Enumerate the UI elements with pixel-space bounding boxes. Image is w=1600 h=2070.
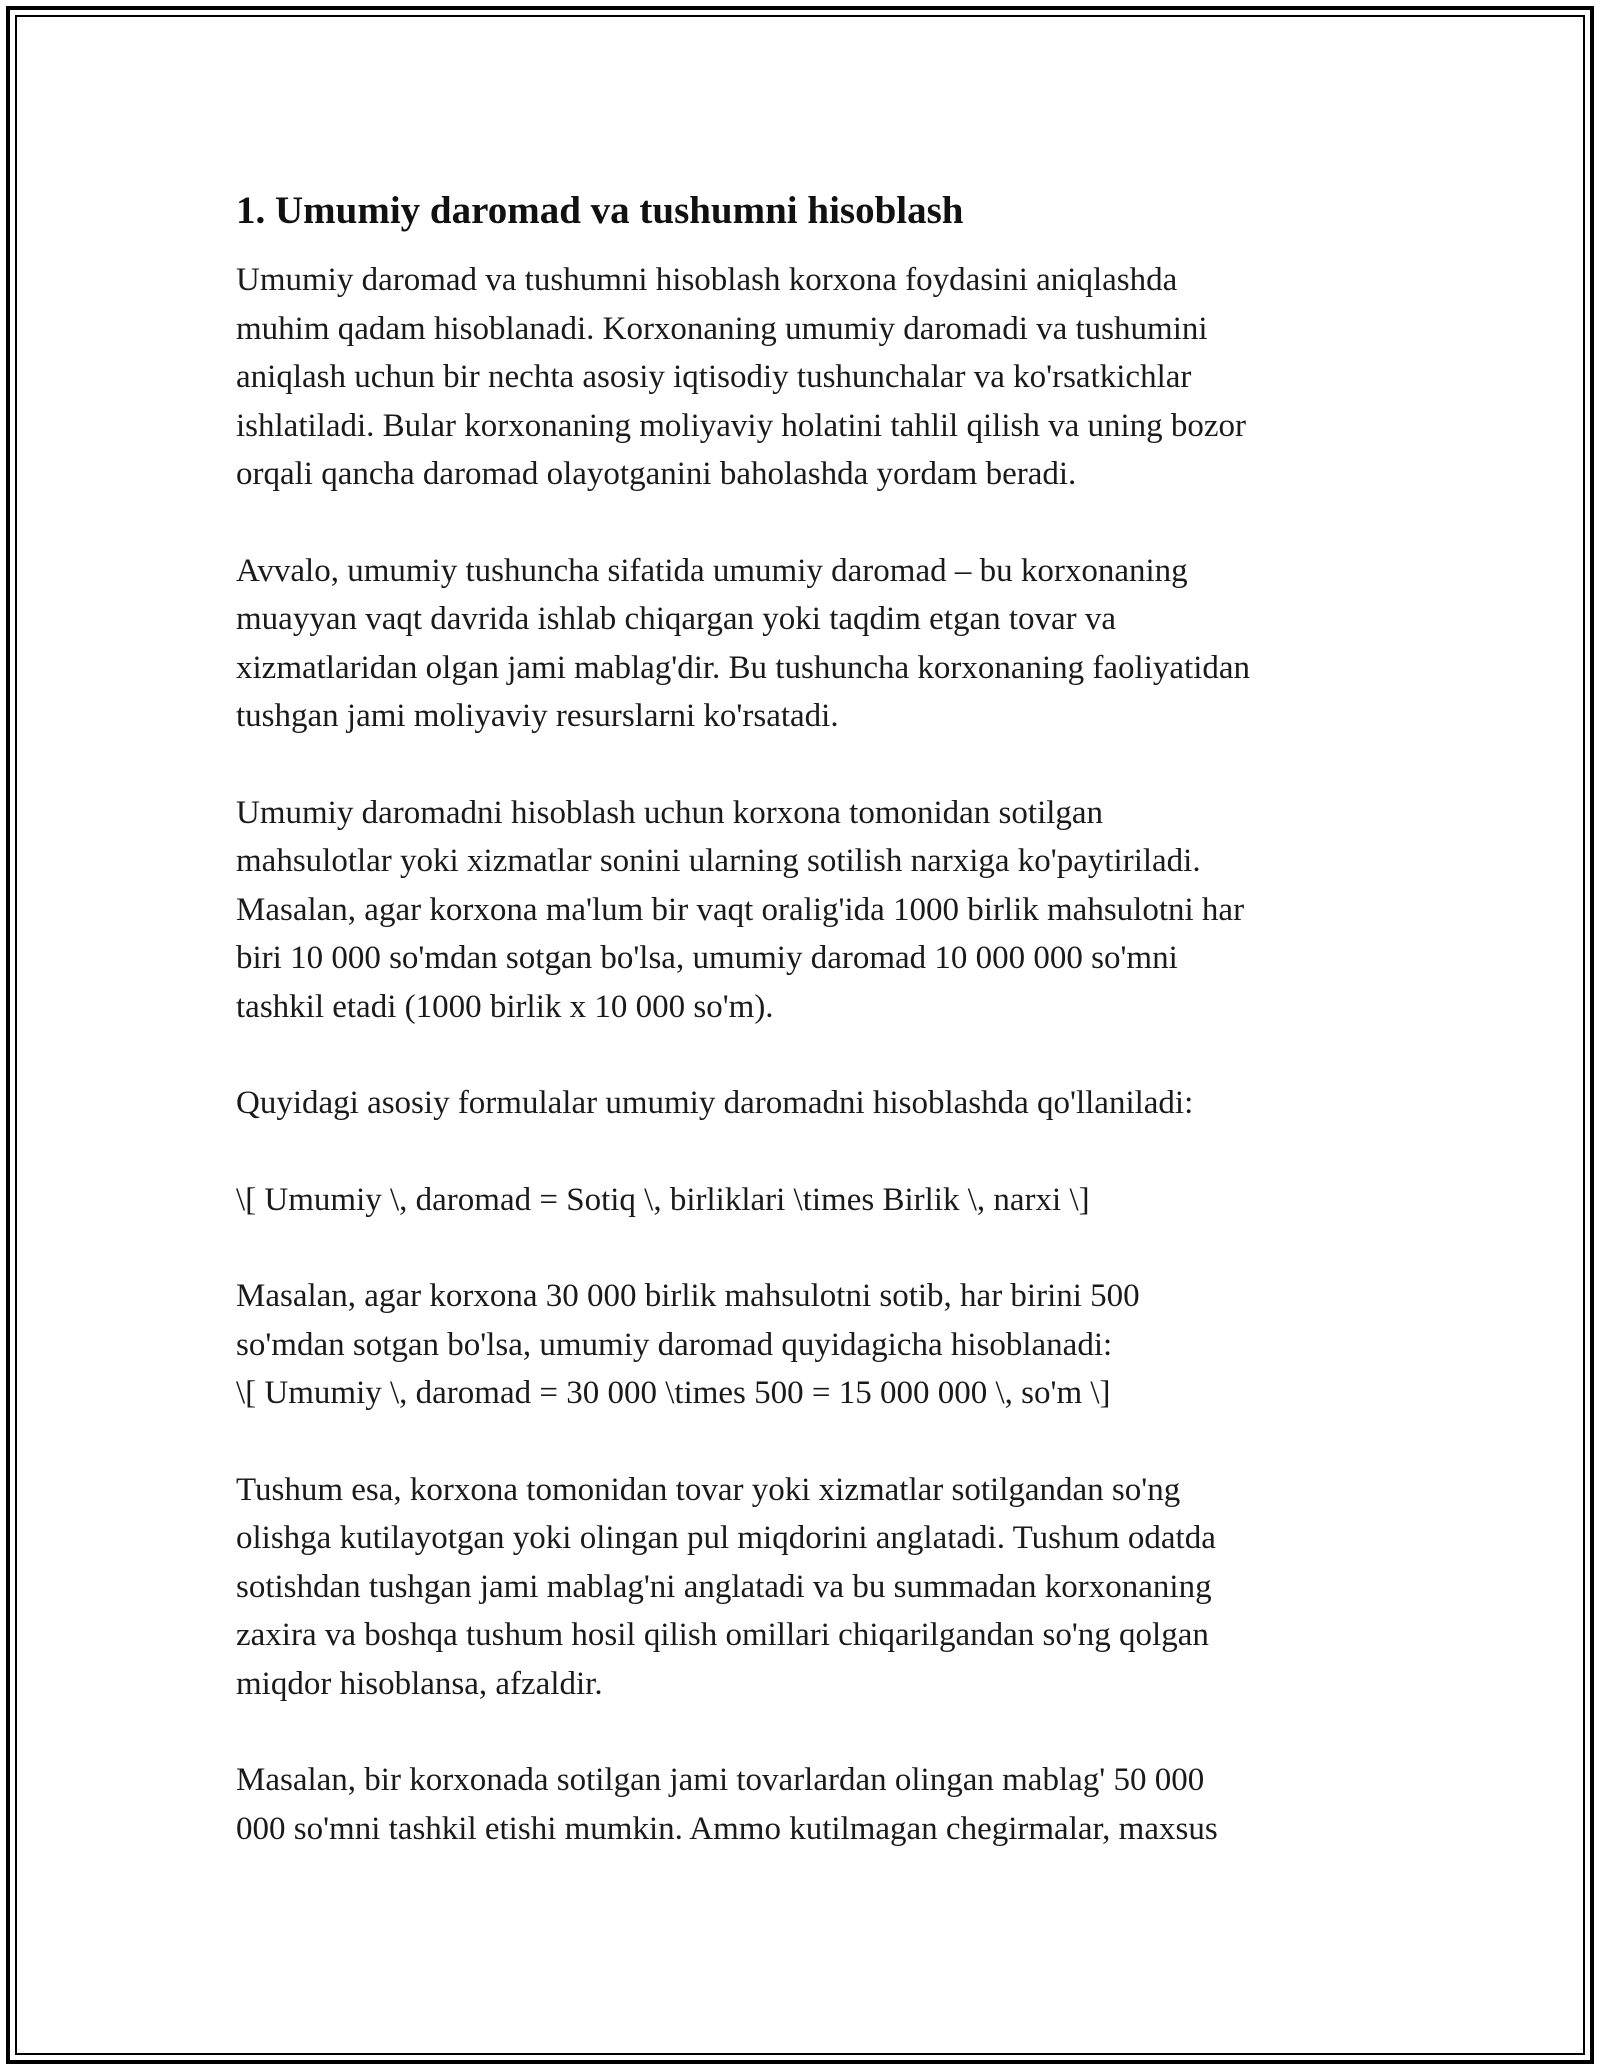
paragraph-line: aniqlash uchun bir nechta asosiy iqtisodiy tushunchalar va ko'rsatkichlar xyxy=(236,359,1192,395)
paragraph-list xyxy=(236,256,1376,1853)
paragraph-line: Umumiy daromadni hisoblash uchun korxona tomonidan sotilgan xyxy=(236,794,1104,831)
paragraph xyxy=(236,547,1376,741)
paragraph-line: Masalan, bir korxonada sotilgan jami tovarlardan olingan mablag' 50 000 xyxy=(236,1762,1205,1798)
paragraph xyxy=(236,1466,1376,1709)
paragraph-line: Umumiy daromad va tushumni hisoblash korxona foydasini aniqlashda xyxy=(236,262,1178,298)
paragraph-line: Avvalo, umumiy tushuncha sifatida umumiy daromad – bu korxonaning xyxy=(236,552,1188,589)
paragraph-line: xizmatlaridan olgan jami mablag'dir. Bu tushuncha korxonaning faoliyatidan xyxy=(236,649,1251,686)
paragraph xyxy=(236,789,1376,1032)
paragraph-line: Masalan, agar korxona ma'lum bir vaqt oralig'ida 1000 birlik mahsulotni har xyxy=(236,891,1245,928)
paragraph xyxy=(236,1079,1376,1128)
paragraph-line: ishlatiladi. Bular korxonaning moliyaviy holatini tahlil qilish va uning bozor xyxy=(236,407,1247,444)
paragraph-line: Masalan, agar korxona 30 000 birlik mahsulotni sotib, har birini 500 xyxy=(236,1278,1140,1314)
paragraph xyxy=(236,1272,1376,1418)
paragraph-line: orqali qancha daromad olayotganini baholashda yordam beradi. xyxy=(236,456,1077,492)
document-body xyxy=(236,186,1376,1901)
paragraph-line: zaxira va boshqa tushum hosil qilish omillari chiqarilgandan so'ng qolgan xyxy=(236,1617,1209,1653)
paragraph xyxy=(236,256,1376,499)
paragraph-line: biri 10 000 so'mdan sotgan bo'lsa, umumiy daromad 10 000 000 so'mni xyxy=(236,940,1178,976)
paragraph xyxy=(236,1176,1376,1225)
paragraph-line: miqdor hisoblansa, afzaldir. xyxy=(236,1665,603,1702)
paragraph-line: Tushum esa, korxona tomonidan tovar yoki xizmatlar sotilgandan so'ng xyxy=(236,1471,1181,1508)
section-heading: 1. Umumiy daromad va tushumni hisoblash xyxy=(236,189,964,232)
paragraph-line: tashkil etadi (1000 birlik x 10 000 so'm). xyxy=(236,988,774,1025)
paragraph-line: sotishdan tushgan jami mablag'ni anglatadi va bu summadan korxonaning xyxy=(236,1568,1212,1605)
paragraph-line: muhim qadam hisoblanadi. Korxonaning umumiy daromadi va tushumini xyxy=(236,310,1208,347)
paragraph xyxy=(236,1756,1376,1853)
paragraph-line: Quyidagi asosiy formulalar umumiy daromadni hisoblashda qo'llaniladi: xyxy=(236,1085,1194,1121)
paragraph-line: olishga kutilayotgan yoki olingan pul miqdorini anglatadi. Tushum odatda xyxy=(236,1520,1216,1556)
paragraph-line: so'mdan sotgan bo'lsa, umumiy daromad quyidagicha hisoblanadi: xyxy=(236,1326,1113,1363)
paragraph-line: 000 so'mni tashkil etishi mumkin. Ammo kutilmagan chegirmalar, maxsus xyxy=(236,1810,1218,1847)
paragraph-line: \[ Umumiy \, daromad = Sotiq \, birliklari \times Birlik \, narxi \] xyxy=(236,1181,1090,1218)
paragraph-line: muayyan vaqt davrida ishlab chiqargan yoki taqdim etgan tovar va xyxy=(236,601,1117,637)
paragraph-line: tushgan jami moliyaviy resurslarni ko'rsatadi. xyxy=(236,698,839,734)
paragraph-line: \[ Umumiy \, daromad = 30 000 \times 500 = 15 000 000 \, so'm \] xyxy=(236,1375,1111,1411)
paragraph-line: mahsulotlar yoki xizmatlar sonini ularning sotilish narxiga ko'paytiriladi. xyxy=(236,843,1201,879)
